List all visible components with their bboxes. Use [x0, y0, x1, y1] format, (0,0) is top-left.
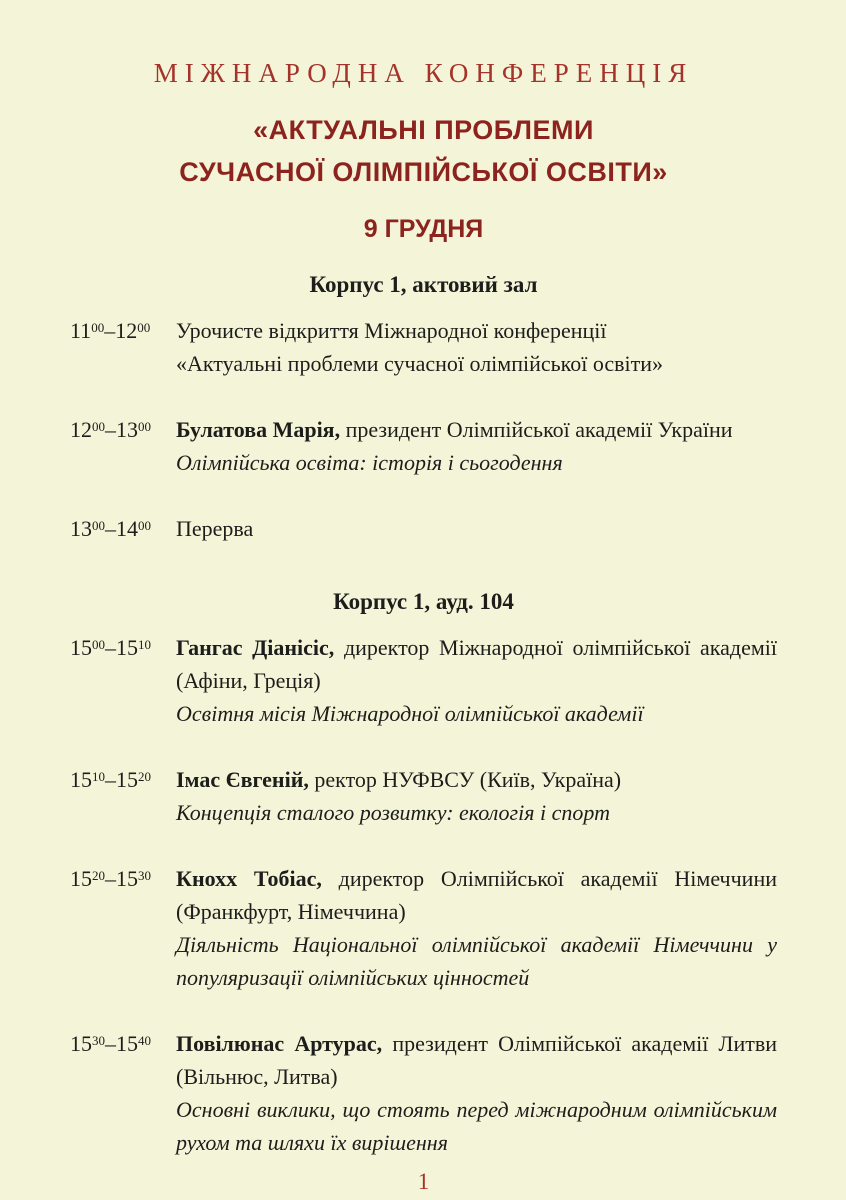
entry-time	[70, 763, 176, 796]
speaker-role: директор Олімпійської академії Німеччини (Франкфурт, Німеччина)	[176, 866, 777, 924]
entry-description	[176, 631, 777, 697]
conference-title-line-2: СУЧАСНОЇ ОЛІМПІЙСЬКОЇ ОСВІТИ»	[179, 157, 668, 187]
conference-label: МІЖНАРОДНА КОНФЕРЕНЦІЯ	[153, 58, 694, 88]
entry-content	[176, 314, 777, 380]
entry-description	[176, 413, 777, 446]
time-start-hour: 15	[70, 767, 92, 792]
time-start-minutes: 00	[92, 518, 105, 534]
entry-content	[176, 763, 777, 829]
section-heading: Корпус 1, актовий зал	[309, 272, 538, 297]
time-start-minutes: 10	[92, 769, 105, 785]
time-separator: –	[105, 866, 116, 891]
time-end-hour: 15	[116, 866, 138, 891]
talk-topic: Освітня місія Міжнародної олімпійської академії	[176, 701, 644, 726]
time-end-minutes: 00	[137, 320, 151, 336]
page-number: 1	[417, 1169, 430, 1194]
schedule-entry	[70, 413, 777, 479]
talk-topic: Діяльність Національної олімпійської академії Німеччини у популяризації олімпійських цінностей	[176, 932, 777, 990]
time-separator: –	[105, 417, 116, 442]
entry-content	[176, 862, 777, 994]
time-end-minutes: 00	[138, 518, 151, 534]
speaker-name: Кнохх Тобіас,	[176, 866, 322, 891]
time-start-hour: 15	[70, 1031, 92, 1056]
time-start-minutes: 00	[92, 637, 105, 653]
entry-description	[176, 763, 777, 796]
time-end-hour: 14	[116, 516, 138, 541]
time-separator: –	[105, 767, 116, 792]
entry-description	[176, 862, 777, 928]
entry-content	[176, 413, 777, 479]
talk-topic: Концепція сталого розвитку: екологія і спорт	[176, 800, 610, 825]
entry-time	[70, 862, 176, 895]
entry-description-line: Урочисте відкриття Міжнародної конференції	[176, 318, 607, 343]
conference-title-line-1: «АКТУАЛЬНІ ПРОБЛЕМИ	[253, 115, 594, 145]
talk-topic: Олімпійська освіта: історія і сьогодення	[176, 450, 563, 475]
speaker-role: директор Міжнародної олімпійської академії (Афіни, Греція)	[176, 635, 778, 693]
time-end-hour: 13	[116, 417, 138, 442]
time-end-hour: 15	[116, 1031, 138, 1056]
time-start-hour: 15	[70, 866, 92, 891]
section-heading: Корпус 1, ауд. 104	[333, 589, 514, 614]
schedule-entry	[70, 763, 777, 829]
time-separator: –	[105, 1031, 116, 1056]
entry-description: Перерва	[176, 516, 254, 541]
section-korpus-1-aktovyi-zal	[70, 272, 777, 545]
time-separator: –	[104, 318, 116, 343]
schedule-entry	[70, 512, 777, 545]
talk-topic: Основні виклики, що стоять перед міжнародним олімпійським рухом та шляхи їх вирішення	[176, 1097, 777, 1155]
time-start-minutes: 30	[92, 1033, 105, 1049]
time-start-minutes: 00	[92, 419, 105, 435]
conference-date: 9 ГРУДНЯ	[363, 215, 484, 243]
speaker-role: ректор НУФВСУ (Київ, Україна)	[308, 767, 622, 792]
time-end-minutes: 30	[138, 868, 151, 884]
time-end-hour: 15	[116, 767, 138, 792]
time-end-minutes: 40	[138, 1033, 151, 1049]
conference-title	[70, 109, 777, 193]
speaker-name: Булатова Марія,	[176, 417, 341, 442]
time-end-minutes: 20	[138, 769, 151, 785]
entry-content	[176, 631, 777, 730]
time-separator: –	[105, 516, 116, 541]
entry-time	[70, 1027, 176, 1060]
entry-content	[176, 1027, 777, 1159]
time-separator: –	[105, 635, 116, 660]
time-end-minutes: 10	[138, 637, 151, 653]
speaker-name: Повілюнас Артурас,	[176, 1031, 383, 1056]
speaker-name: Імас Євгеній,	[176, 767, 309, 792]
schedule-entry	[70, 631, 777, 730]
time-end-minutes: 00	[138, 419, 151, 435]
schedule-entry	[70, 862, 777, 994]
time-end-hour: 15	[116, 635, 138, 660]
entry-time	[70, 631, 176, 664]
speaker-name: Гангас Діанісіс,	[176, 635, 335, 660]
time-end-hour: 12	[115, 318, 138, 343]
time-start-hour: 11	[70, 318, 92, 343]
entry-time	[70, 413, 176, 446]
schedule-entry	[70, 1027, 777, 1159]
time-start-minutes: 00	[91, 320, 105, 336]
entry-description-line: «Актуальні проблеми сучасної олімпійської освіти»	[176, 351, 664, 376]
speaker-role: президент Олімпійської академії України	[340, 417, 733, 442]
time-start-hour: 13	[70, 516, 92, 541]
schedule-entry	[70, 314, 777, 380]
entry-time	[70, 314, 176, 347]
entry-content	[176, 512, 777, 545]
time-start-minutes: 20	[92, 868, 105, 884]
section-korpus-1-aud-104	[70, 545, 777, 1159]
entry-description	[176, 1027, 777, 1093]
speaker-role: президент Олімпійської академії Литви (Вільнюс, Литва)	[176, 1031, 777, 1089]
entry-time	[70, 512, 176, 545]
time-start-hour: 15	[70, 635, 92, 660]
time-start-hour: 12	[70, 417, 92, 442]
